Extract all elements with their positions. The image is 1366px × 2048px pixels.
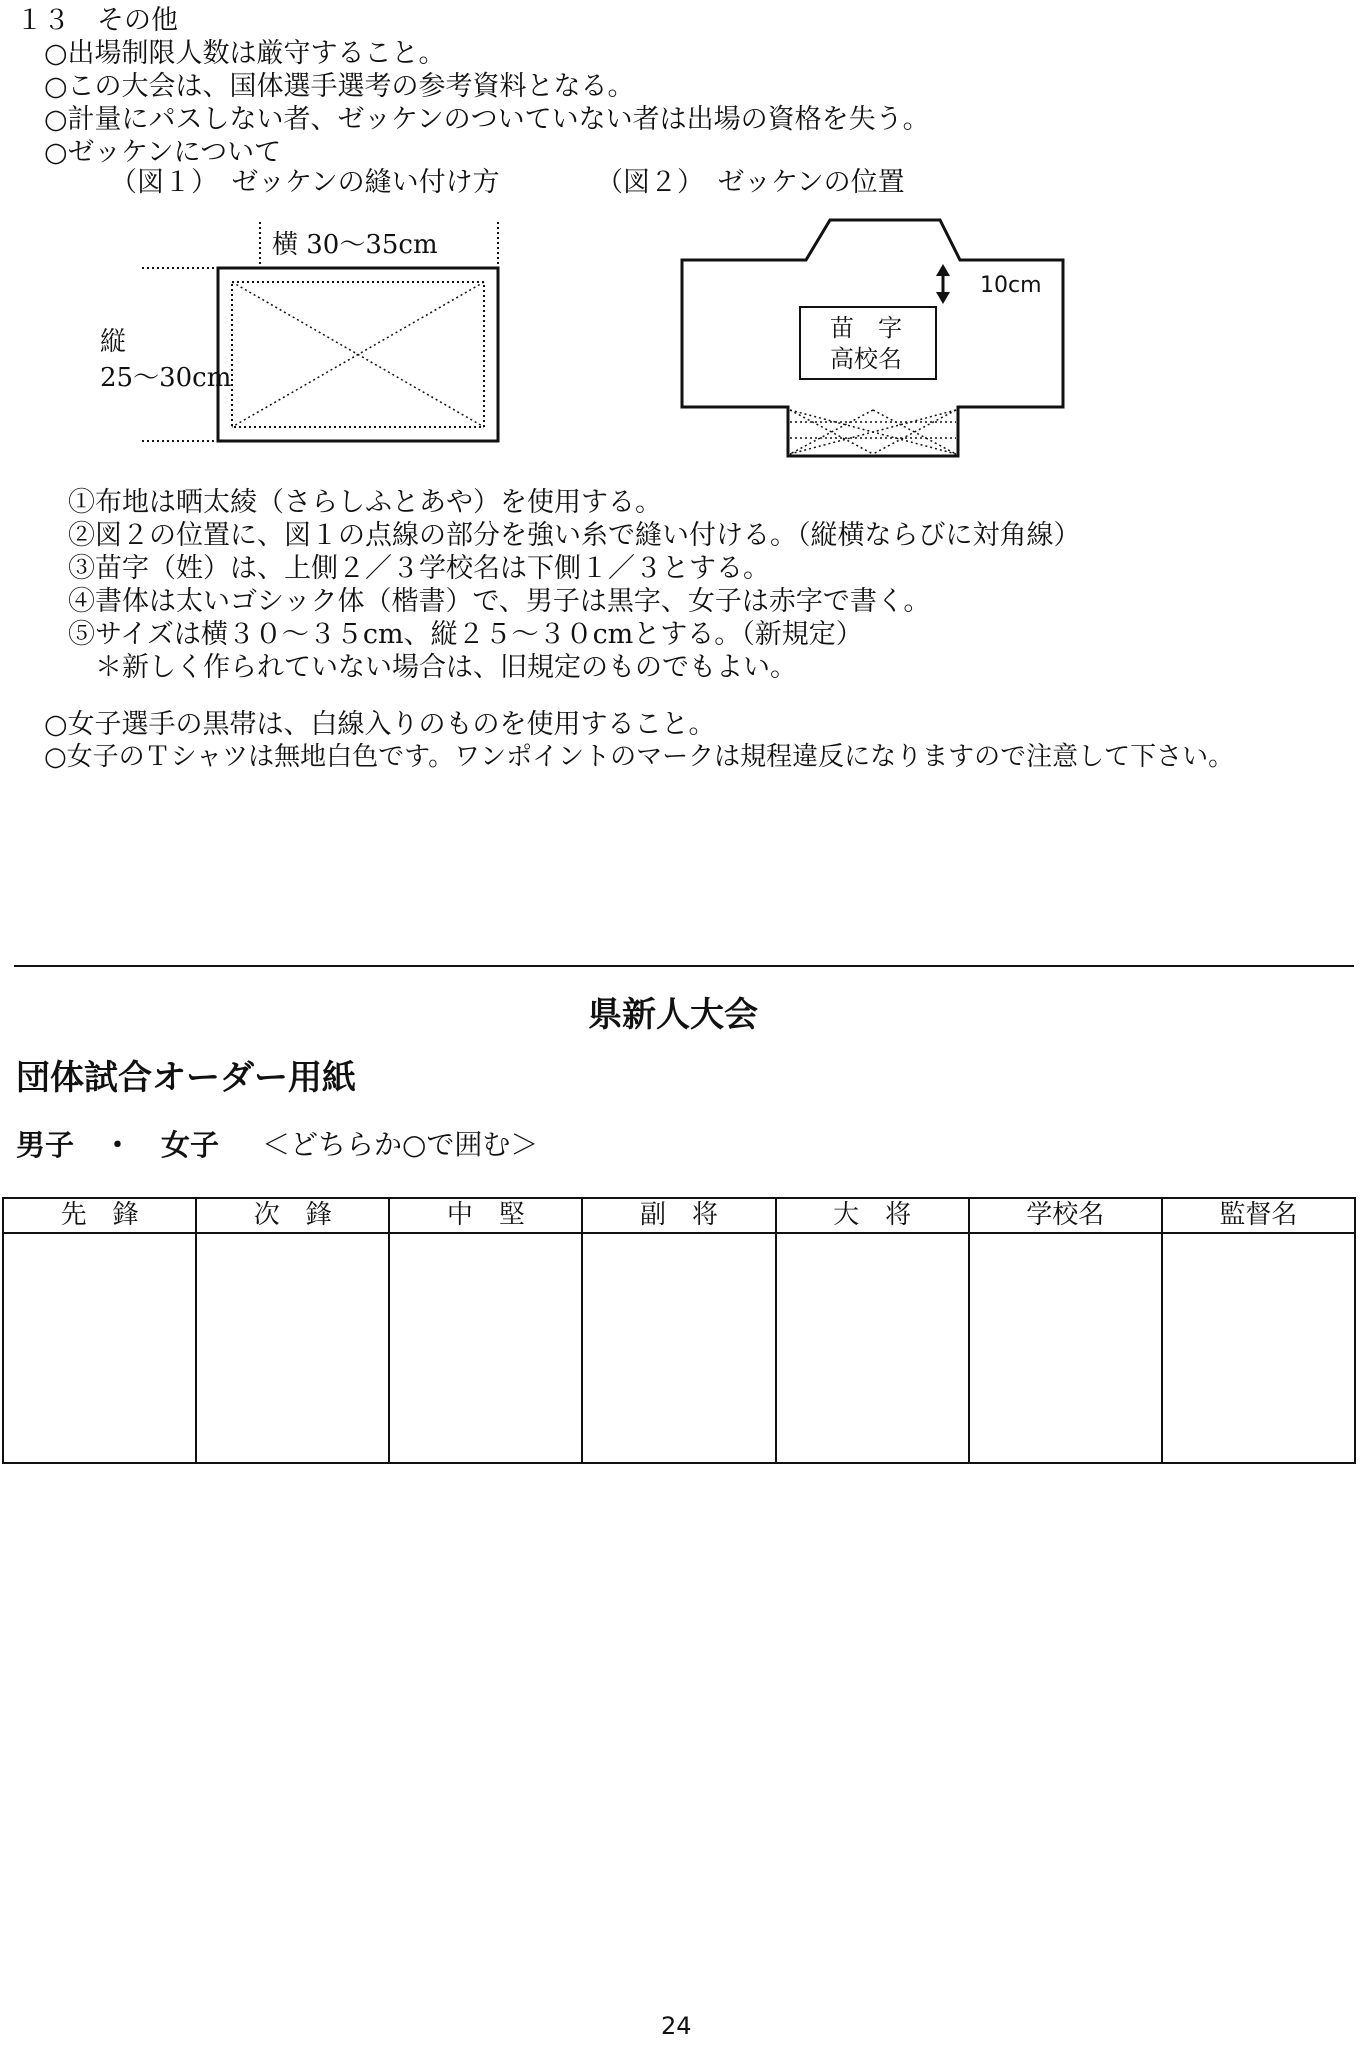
figure2-measure-label: 10cm [980, 273, 1042, 298]
column-header-jiho: 次 鋒 [196, 1198, 389, 1233]
column-header-coach: 監督名 [1162, 1198, 1355, 1233]
page-number: 24 [661, 2012, 692, 2040]
column-header-school: 学校名 [969, 1198, 1162, 1233]
instruction-item: ③苗字（姓）は、上側２／３学校名は下側１／３とする。 [68, 553, 770, 584]
figure2-name-label: 苗 字 [830, 314, 902, 342]
instruction-item: ②図２の位置に、図１の点線の部分を強い糸で縫い付ける。（縦横ならびに対角線） [68, 520, 1081, 551]
bullet-item: ○この大会は、国体選手選考の参考資料となる。 [44, 71, 635, 102]
section-divider [14, 965, 1354, 967]
column-header-chuken: 中 堅 [389, 1198, 582, 1233]
form-title: 団体試合オーダー用紙 [16, 1058, 356, 1098]
entry-cell-chuken[interactable] [389, 1233, 582, 1463]
instruction-note: ＊新しく作られていない場合は、旧規定のものでもよい。 [68, 652, 797, 683]
team-order-table [2, 1197, 1356, 1464]
entry-cell-taisho[interactable] [776, 1233, 969, 1463]
section-heading: １３ その他 [16, 5, 178, 36]
gender-hint: ＜どちらか○で囲む＞ [262, 1128, 539, 1161]
bullet-item: ○出場制限人数は厳守すること。 [44, 38, 446, 69]
gender-label: 男子 ・ 女子 [16, 1128, 220, 1162]
column-header-senpo: 先 鋒 [3, 1198, 196, 1233]
figure1-height-label-2: 25〜30cm [100, 363, 232, 393]
entry-cell-school[interactable] [969, 1233, 1162, 1463]
entry-cell-jiho[interactable] [196, 1233, 389, 1463]
figure1-height-label-1: 縦 [100, 327, 127, 357]
figure2-school-label: 高校名 [830, 345, 902, 373]
figure1-caption: （図１） ゼッケンの縫い付け方 [110, 167, 500, 198]
note-item: ○女子のＴシャツは無地白色です。ワンポイントのマークは規程違反になりますので注意して下さい。 [44, 742, 1235, 772]
instruction-item: ⑤サイズは横３０〜３５cm、縦２５〜３０cmとする。（新規定） [68, 619, 863, 650]
column-header-taisho: 大 将 [776, 1198, 969, 1233]
column-header-fukusho: 副 将 [582, 1198, 775, 1233]
figure1-width-label: 横 30〜35cm [272, 230, 438, 260]
table-row [3, 1233, 1355, 1463]
note-item: ○女子選手の黒帯は、白線入りのものを使用すること。 [44, 709, 716, 740]
entry-cell-senpo[interactable] [3, 1233, 196, 1463]
entry-cell-fukusho[interactable] [582, 1233, 775, 1463]
figure2-caption: （図２） ゼッケンの位置 [596, 167, 905, 198]
table-header-row [3, 1198, 1355, 1233]
instruction-item: ④書体は太いゴシック体（楷書）で、男子は黒字、女子は赤字で書く。 [68, 586, 931, 617]
bullet-item: ○ゼッケンについて [44, 137, 282, 168]
entry-cell-coach[interactable] [1162, 1233, 1355, 1463]
instruction-item: ①布地は晒太綾（さらしふとあや）を使用する。 [68, 487, 662, 518]
event-title: 県新人大会 [588, 995, 758, 1035]
bullet-item: ○計量にパスしない者、ゼッケンのついていない者は出場の資格を失う。 [44, 104, 930, 135]
